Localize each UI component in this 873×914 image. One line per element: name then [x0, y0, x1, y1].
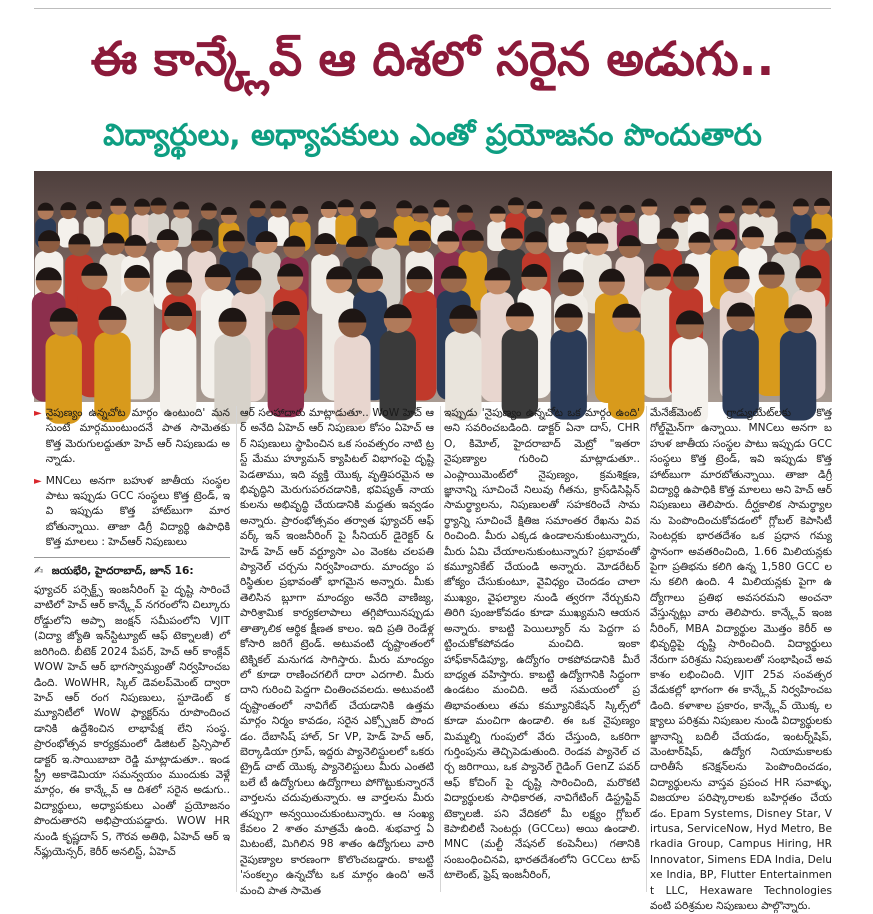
arrow-bullet-icon: ► [34, 475, 42, 487]
person-body [639, 214, 660, 244]
column-divider [646, 406, 647, 892]
highlight-2-text: MNCలు అనగా బహుళ జాతీయ సంస్థల పాటు ఇప్పుడు GCC సంస్థలు కొత్త ట్రెండ్, ఇవి ఇప్పుడు కొత్త హాట్‌బుగా మారబోతున్నాయి. తాజా డిగ్రీ విద్యార్థి ఉపాధికి కొత్త మాలలు : హెచ్ఆర్ నిపుణులు [45, 474, 230, 549]
byline-text: జయభేరి, హైదరాబాద్, జూన్ 16: [51, 564, 194, 577]
article-column-1 [34, 406, 230, 892]
article-column-3 [444, 406, 640, 892]
event-group-photo [34, 171, 832, 402]
top-rule [34, 8, 831, 9]
person-body [268, 327, 304, 417]
highlight-2 [34, 474, 230, 551]
pen-icon: ✍ [34, 563, 44, 577]
highlight-1 [34, 406, 230, 468]
article-column-4 [650, 406, 832, 912]
column-3-body: ఇప్పుడు 'నైపుణ్యం ఉన్నచోట ఒక మార్గం ఉంది' అని సవరించబడింది. డాక్టర్ ఏనా దాస్, CHRO, కిమోల్, హైదరాబాద్ మెట్రో "ఇతరా నైపుణ్యాల గురించి మాట్లాడుతూ.. ఎంప్లాయిమెంట్‌లో నైపుణ్యం, క్రమశిక్షణ, జ్ఞానాన్ని సూచించే నిలువు గీతను, క్రాస్‌డిసిప్లిన్ సామర్థ్యాలను, నిపుణులతో సహకరించే సామర్థ్యాన్ని సూచించే క్షితిజ సమాంతర రేఖను వివరించింది. మీరు ఎక్కడ ఉండాలనుకుంటున్నారు, మీరు ఏమి చేయాలనుకుంటున్నారు? ప్రభావంతో కమ్యూనికేట్ చేయండి అన్నారు. మోడరేటర్ జోక్యం చేసుకుంటూ, వైవిధ్యం చెందడం చాలా ముఖ్యం, వైఫల్యాల నుండి త్వరగా నేర్చుకుని తిరిగి పుంజుకోవడం కూడా ముఖ్యమని ఆయన అన్నారు. కాబట్టి పెయిల్యూర్ ను పెద్దగా పట్టించుకోకపోవడం మంచిది. ఇంకా హాఫ్‌కాన్‌డిప్యూ, ఉద్యోగం రాకపోవడానికి మీరే బాధ్యత వహిస్తారు. కాబట్టి ఉద్యోగానికి సిద్ధంగా ఉండటం మంచిది. అదే సమయంలో ప్రతిభావంతులు తమ కమ్యూనికేషన్ స్కిల్స్‌లో కూడా మంచిగా ఉండాలి. ఈ ఒక నైపుణ్యం మిమ్మల్ని గుంపులో వేరు చేస్తుంది, ఒకరిగా గుర్తింపును తెచ్చిపెడుతుంది. రెండవ ప్యానెల్ చర్చ జరిగాయి, ఒక ప్యానెల్ గైడింగ్ GenZ పవర్ ఆఫ్ కోచింగ్ పై దృష్టి సారించింది, మరొకటి విద్యార్థులకు సాధికారత, నావిగేటింగ్ డిస్ట్రప్టివ్ టెక్నాలజీ. పని వేదికలో మీ లక్ష్యం గ్లోబల్ కెపాబిలిటీ సెంటర్లు (GCCలు) అయి ఉండాలి. MNC (మల్టీ నేషనల్ కంపెనీలు) గతానికి సంబంధించినవి, భారతదేశంలోని GCCలు టాప్ టాలెంట్, ఫ్రెష్ ఇంజనీరింగ్, [444, 407, 640, 882]
person-body [160, 328, 196, 418]
column-divider [236, 406, 237, 892]
highlight-separator [34, 557, 230, 558]
article-column-2 [240, 406, 434, 897]
column-4-body: మేనేజ్‌మెంట్ గ్రాడ్యుయేట్‌లకు కొత్త గోల్డ్‌మైన్‌గా ఉన్నాయి. MNCలు అనగా బహుళ జాతీయ సంస్థల పాటు ఇప్పుడు GCC సంస్థలు కొత్త ట్రెండ్, ఇవి ఇప్పుడు కొత్త హాట్‌బుగా మారబోతున్నాయి. తాజా డిగ్రీ విద్యార్థి ఉపాధికి కొత్త మాలలు అని హెచ్ ఆర్ నిపుణులు తెలిపారు. దీర్ఘకాలిక సామర్థ్యాలను పెంపొందించుకోవడంలో గ్లోబల్ కెపాసిటీ సెంటర్లకు భారతదేశం ఒక ప్రధాన గమ్యస్థానంగా అవతరించింది, 1.66 మిలియన్లకు పైగా ప్రతిభను కలిగి ఉన్న 1,580 GCC లను కలిగి ఉంది. 4 మిలియన్లకు పైగా ఉద్యోగాలు ప్రతిభ అవసరమని అంచనా వేస్తున్నట్లు వారు తెలిపారు. కాన్క్లేవ్ ఇంజనీరింగ్, MBA విద్యార్థుల మొత్తం కెరీర్ అభివృద్ధిపై దృష్టి సారించింది. విద్యార్థులు నేరుగా పరిశ్రమ నిపుణులతో సంభాషించే అవకాశం లభించింది. VJIT 25వ సంవత్సర వేడుకల్లో భాగంగా ఈ కాన్క్లేవ్ నిర్వహించబడింది. కళాశాల ప్రకారం, కాన్క్లేవ్ యొక్క లక్ష్యాలు పరిశ్రమ నిపుణుల నుండి విద్యార్థులకు జ్ఞానాన్ని బదిలీ చేయడం, ఇంటర్న్‌షిప్, మెంటార్‌షిప్, ఉద్యోగ నియామకాలకు దారితీసే కనెక్షన్‌లను పెంపొందించడం, విద్యార్థులను వాస్తవ ప్రపంచ HR సవాళ్ళు, విజయాల పరిష్కారాలకు బహిర్గతం చేయడం. Epam Systems, Disney Star, Virtusa, ServiceNow, Hyd Metro, Berkadia Group, Campus Hiring, HR Innovator, Simens EDA India, Deluxe India, BP, Flutter Entertainment LLC, Hexaware Technologies వంటి పరిశ్రమల నిపుణులు పాల్గొన్నారు. [650, 407, 832, 912]
column-divider [440, 406, 441, 892]
highlight-1-text: నైపుణ్యం ఉన్నచోట మార్గం ఉంటుంది' మనసుంటే మార్గముంటుందనే పాత సామెతకు కొత్త మెరుగులద్దుతూ హెచ్ ఆర్ నిపుణుడు అన్నాడు. [45, 407, 230, 466]
person-body [548, 222, 569, 252]
subheadline: విద్యార్థులు, అధ్యాపకులు ఎంతో ప్రయోజనం పొందుతారు [103, 118, 762, 153]
headline: ఈ కాన్క్లేవ్ ఆ దిశలో సరైన అడుగు.. [90, 32, 775, 87]
column-2-body: ఆర్ సలహాదారు మాట్లాడుతూ.. WoW హెచ్ ఆర్ అనేది ఏహెచ్ ఆర్ నిపుణుల కోసం ఏహెచ్ ఆర్ నిపుణులు స్థాపించిన ఒక సంవత్సరం నాటి ట్రస్ట్ మేము హ్యూమన్ క్యాపిటల్ విభాగంపై దృష్టి పెడతాము, ఇది వ్యక్తి యొక్క వృత్తిపరమైన అభివృద్ధిని మెరుగుపరచడానికి, భవిష్యత్ నాయకులను అభివృద్ధి చేయడానికి మద్దతు ఇవ్వడం అన్నారు. ప్రారంభోత్సవం తర్వాత ఫ్యూచర్ ఆఫ్ వర్క్ ఇన్ ఇంజనీరింగ్ పై సీనియర్ డైరెక్టర్ & హెడ్ హెచ్ ఆర్ వర్ట్యూసా ఎం వెంకట చలపతి ప్యానెల్ చర్చను నిర్వహించారు. మాంద్యం పరిస్థితుల ప్రభావంతో భాగమైన అన్నారు. మీకు తెలిసిన బ్లూగా మాంద్యం అనేది వాణిజ్య, పారిశ్రామిక కార్యకలాపాలు తగ్గిపోయినప్పుడు తాత్కాలిక ఆర్థిక క్షీణత కాలం. ఇది ప్రతి రెండేళ్లకోసారి జరిగే ట్రెండ్. అటువంటి దృష్టాంతంలో టెక్నికల్ మనుగడ సాగిస్తారు. మీరు మాంద్యం లో కూడా రాణించగలిగే దారా ఎదగాలి. మీరు దాని గురించి పెద్దగా చింతించవలదు. అటువంటి దృష్టాంతంలో నావిగేట్ చేయడానికి ఉత్తమ మార్గం నిర్మం కావడం, సరైన ఎక్స్పోజర్ పొందడం. దేబాసిష్ హాల్, Sr VP, హెడ్ హెచ్ ఆర్, బెర్కాడియా గ్రూప్, ఇద్దరు ప్యానెలిస్టులలో ఒకరు ట్రైడ్ చాట్ యొక్క ప్యానెలిస్టులు మీరు ఎంతటి బలే టీ ఉద్యోగులు ఉద్యోగాలు పోగొట్టుకున్నారనే వార్తలను చదువుతున్నారు. ఆ వార్తలను మీరు తప్పుగా అన్వయించుకుంటున్నారు. ఆ సంఖ్య కేవలం 2 శాతం మాత్రమే ఉంది. శుభవార్త ఏమిటంటే, మిగిలిన 98 శాతం ఉద్యోగులు వారి నైపుణ్యాల కారణంగా కొలొంచబడ్డారు. కాబట్టి 'సంకల్పం ఉన్నచోట ఒక మార్గం ఉంది' అనే మంచి పాత సామెత [240, 407, 434, 897]
group-photo-illustration [34, 171, 832, 402]
byline [34, 563, 230, 579]
column-1-body: ఫ్యూచర్ పర్సెక్ట్స్ ఇంజనీరింగ్ పై దృష్టి సారించే వాటిలో హెచ్ ఆర్ కాన్క్లేవ్ నగరంలోని చిల్కూరు రోడ్డులోని అప్పా జంక్షన్ సమీపంలోని VJIT (విద్యా జ్యోతి ఇన్‌స్టిట్యూట్ ఆఫ్ టెక్నాలజీ) లో జరిగింది. బీటెక్ 2024 పేపర్, హెచ్ ఆర్ కాంక్లేవ్ WOW హెచ్ ఆర్ భాగస్వామ్యంతో నిర్వహించబడింది. WoWHR, స్కిల్ డెవలప్‌మెంట్ ద్వారా హెచ్ ఆర్ రంగ నిపుణులు, స్టూడెంట్ కమ్యూనిటీలో WoW ఫ్యాక్టర్‌ను రూపొందించడానికి ఉద్దేశించిన లాభాపేక్ష లేని సంస్థ. ప్రారంభోత్సవ కార్యక్రమంలో డిజిటల్ ప్రిన్సిపాల్ డాక్టర్ ఇ.సాయిబాబా రెడ్డి మాట్లాడుతూ.. ఇండస్ట్రీ అకాడెమియా సమన్వయం ముందుకు వెళ్లే మార్గం, ఈ కాన్క్లేవ్ ఆ దిశలో సరైన అడుగు.. విద్యార్థులు, అధ్యాపకులు ఎంతో ప్రయోజనం పొందుతారని అభిప్రాయపడ్డారు. WOW HR నుండి కృష్ణదాస్ S, గౌరవ అతిథి, ఏహెచ్ ఆర్ ఇన్‌ఫ్లుయెన్సర్, కెరీర్ అనలిస్ట్, ఏహెచ్ [34, 584, 230, 858]
arrow-bullet-icon: ► [34, 408, 42, 419]
